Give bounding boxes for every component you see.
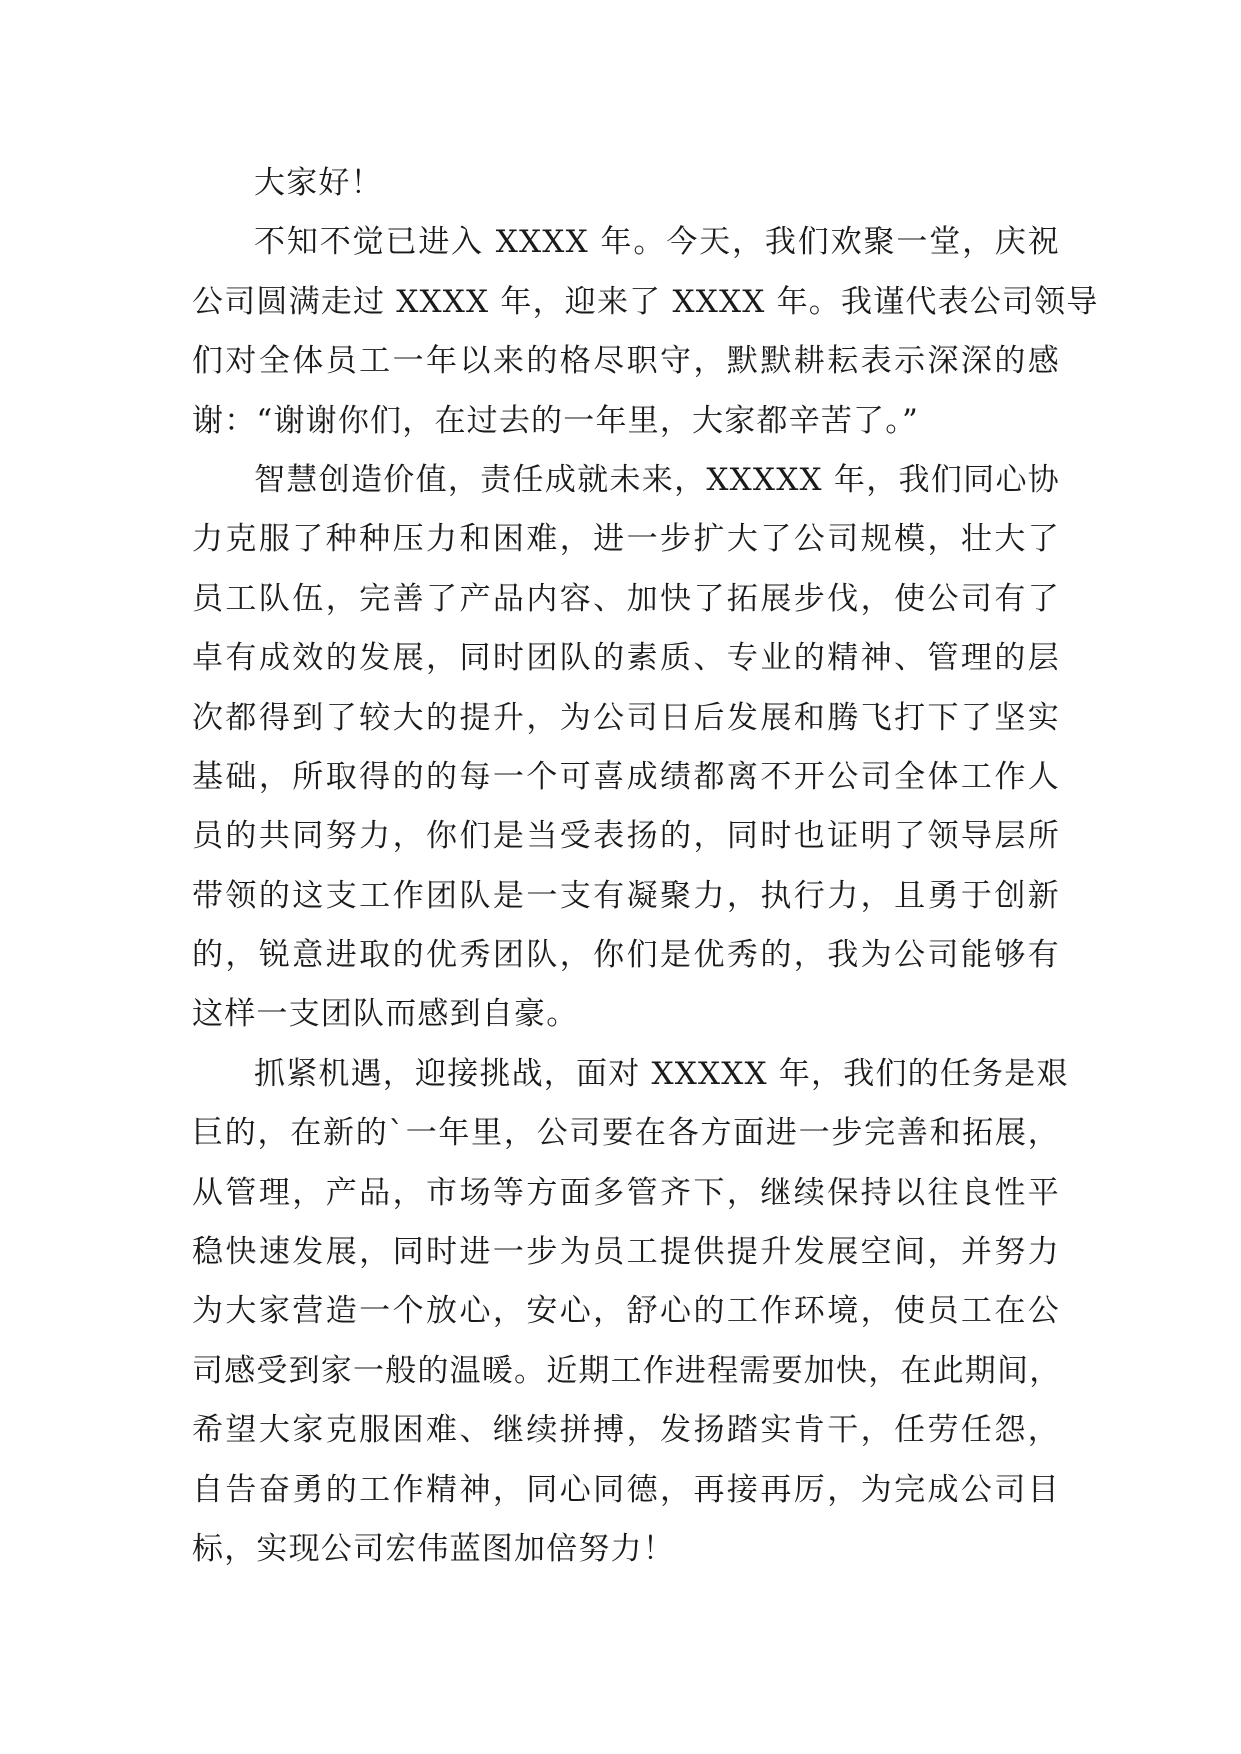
text-line: 的，锐意进取的优秀团队，你们是优秀的，我为公司能够有: [192, 937, 1060, 974]
text-line: 公司圆满走过 XXXX 年，迎来了 XXXX 年。我谨代表公司领导: [192, 283, 1099, 320]
text-line: 们对全体员工一年以来的格尽职守，默默耕耘表示深深的感: [192, 343, 1060, 380]
text-line: 力克服了种种压力和困难，进一步扩大了公司规模，壮大了: [192, 521, 1060, 558]
text-line: 这样一支团队而感到自豪。: [192, 996, 579, 1033]
text-line: 卓有成效的发展，同时团队的素质、专业的精神、管理的层: [192, 640, 1060, 677]
text-line: 次都得到了较大的提升，为公司日后发展和腾飞打下了坚实: [192, 699, 1060, 736]
text-line: 希望大家克服困难、继续拼搏，发扬踏实肯干，任劳任怨，: [192, 1412, 1060, 1449]
text-line: 为大家营造一个放心，安心，舒心的工作环境，使员工在公: [192, 1293, 1060, 1330]
text-line: 自告奋勇的工作精神，同心同德，再接再厉，为完成公司目: [192, 1471, 1060, 1508]
text-line: 智慧创造价值，责任成就未来，XXXXX 年，我们同心协: [254, 461, 1060, 498]
text-line: 从管理，产品，市场等方面多管齐下，继续保持以往良性平: [192, 1174, 1060, 1211]
text-line: 员的共同努力，你们是当受表扬的，同时也证明了领导层所: [192, 818, 1060, 855]
text-line: 员工队伍，完善了产品内容、加快了拓展步伐，使公司有了: [192, 580, 1060, 617]
text-line: 谢：“谢谢你们，在过去的一年里，大家都辛苦了。”: [192, 402, 919, 439]
text-line: 带领的这支工作团队是一支有凝聚力，执行力，且勇于创新: [192, 877, 1060, 914]
text-line: 稳快速发展，同时进一步为员工提供提升发展空间，并努力: [192, 1234, 1060, 1271]
document-body: [192, 154, 1099, 1579]
text-line: 司感受到家一般的温暖。近期工作进程需要加快，在此期间，: [192, 1352, 1062, 1389]
text-line: 大家好！: [254, 165, 383, 201]
text-line: 基础，所取得的的每一个可喜成绩都离不开公司全体工作人: [192, 758, 1060, 795]
text-line: 巨的，在新的`一年里，公司要在各方面进一步完善和拓展，: [192, 1115, 1060, 1152]
text-line: 抓紧机遇，迎接挑战，面对 XXXXX 年，我们的任务是艰: [254, 1055, 1069, 1092]
text-line: 标，实现公司宏伟蓝图加倍努力！: [192, 1530, 675, 1567]
text-line: 不知不觉已进入 XXXX 年。今天，我们欢聚一堂，庆祝: [254, 224, 1060, 261]
